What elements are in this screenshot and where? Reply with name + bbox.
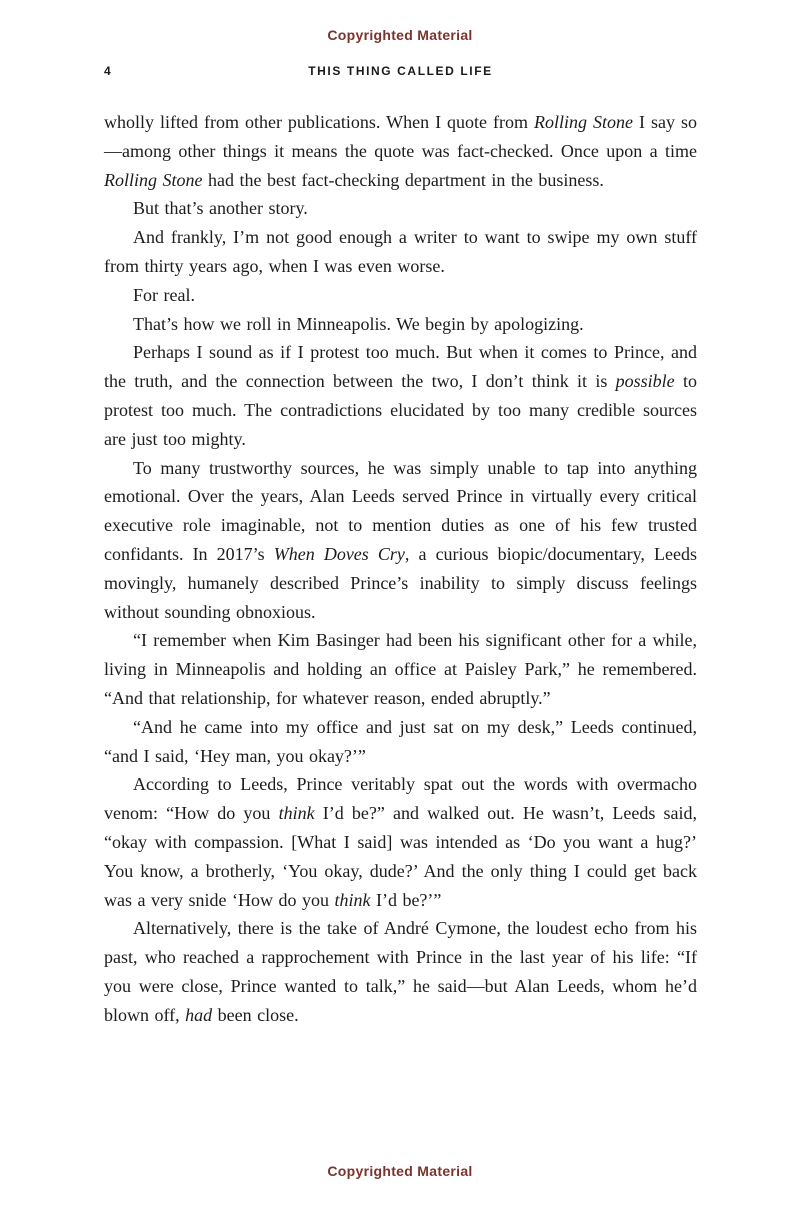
text-run: I’d be?” and walked out. He wasn’t, Leeds said, “okay with compassion. [What I said] was intended as ‘Do you want a hug?’ You know, a brotherly, ‘You okay, dude?’ And the only thing I could get back was a very snide ‘How do you: [104, 803, 697, 910]
paragraph: [104, 770, 697, 914]
paragraph: [104, 223, 697, 281]
text-run: “I remember when Kim Basinger had been his significant other for a while, living in Minneapolis and holding an office at Paisley Park,” he remembered. “And that relationship, for whatever reason, ended abruptly.”: [104, 630, 697, 708]
paragraph: [104, 914, 697, 1029]
italic-text-run: Rolling Stone: [534, 112, 634, 132]
running-header: [104, 64, 697, 78]
italic-text-run: think: [278, 803, 315, 824]
text-run: been close.: [212, 1004, 299, 1025]
running-title: THIS THING CALLED LIFE: [308, 64, 493, 78]
text-run: “And he came into my office and just sat on my desk,” Leeds continued, “and I said, ‘Hey man, you okay?’”: [104, 716, 697, 766]
text-run: That’s how we roll in Minneapolis. We begin by apologizing.: [133, 313, 584, 334]
paragraph: [104, 310, 697, 339]
text-run: had the best fact-checking department in the business.: [202, 169, 604, 190]
italic-text-run: Rolling Stone: [104, 169, 203, 190]
italic-text-run: think: [334, 889, 371, 910]
paragraph: [104, 454, 697, 627]
italic-text-run: possible: [615, 371, 675, 392]
paragraph: [104, 626, 697, 712]
text-run: I say so—among other things it means the quote was fact-checked. Once upon a time: [104, 112, 697, 161]
paragraph: [104, 194, 697, 223]
copyright-notice-bottom: Copyrighted Material: [327, 1163, 473, 1179]
body-text: [104, 108, 697, 1030]
text-run: For real.: [133, 284, 195, 305]
paragraph: [104, 281, 697, 310]
text-run: wholly lifted from other publications. When I quote from: [104, 112, 535, 132]
paragraph: [104, 338, 697, 453]
copyright-notice-top: Copyrighted Material: [327, 27, 473, 43]
text-run: Alternatively, there is the take of André Cymone, the loudest echo from his past, who reached a rapprochement with Prince in the last year of his life: “If you were close, Prince wanted to talk,” he said—but Alan Leeds, whom he’d blown off,: [104, 918, 697, 1025]
text-run: Perhaps I sound as if I protest too much. But when it comes to Prince, and the truth, and the connection between the two, I don’t think it is: [104, 342, 697, 392]
page-number: 4: [104, 64, 112, 78]
paragraph: [104, 108, 697, 194]
text-run: According to Leeds, Prince veritably spat out the words with overmacho venom: “How do you: [104, 774, 697, 824]
text-run: But that’s another story.: [133, 198, 308, 219]
text-run: To many trustworthy sources, he was simply unable to tap into anything emotional. Over the years, Alan Leeds served Prince in virtually every critical executive role imaginable, not to mention duties as one of his few trusted confidants. In 2017’s: [104, 457, 697, 564]
text-run: And frankly, I’m not good enough a writer to want to swipe my own stuff from thirty years ago, when I was even worse.: [104, 227, 697, 276]
text-run: to protest too much. The contradictions elucidated by too many credible sources are just too mighty.: [104, 371, 697, 449]
paragraph: [104, 713, 697, 771]
text-run: I’d be?’”: [370, 889, 442, 910]
text-run: , a curious biopic/documentary, Leeds movingly, humanely described Prince’s inability to simply discuss feelings without sounding obnoxious.: [104, 543, 698, 622]
italic-text-run: had: [185, 1004, 213, 1025]
italic-text-run: When Doves Cry: [273, 543, 405, 564]
